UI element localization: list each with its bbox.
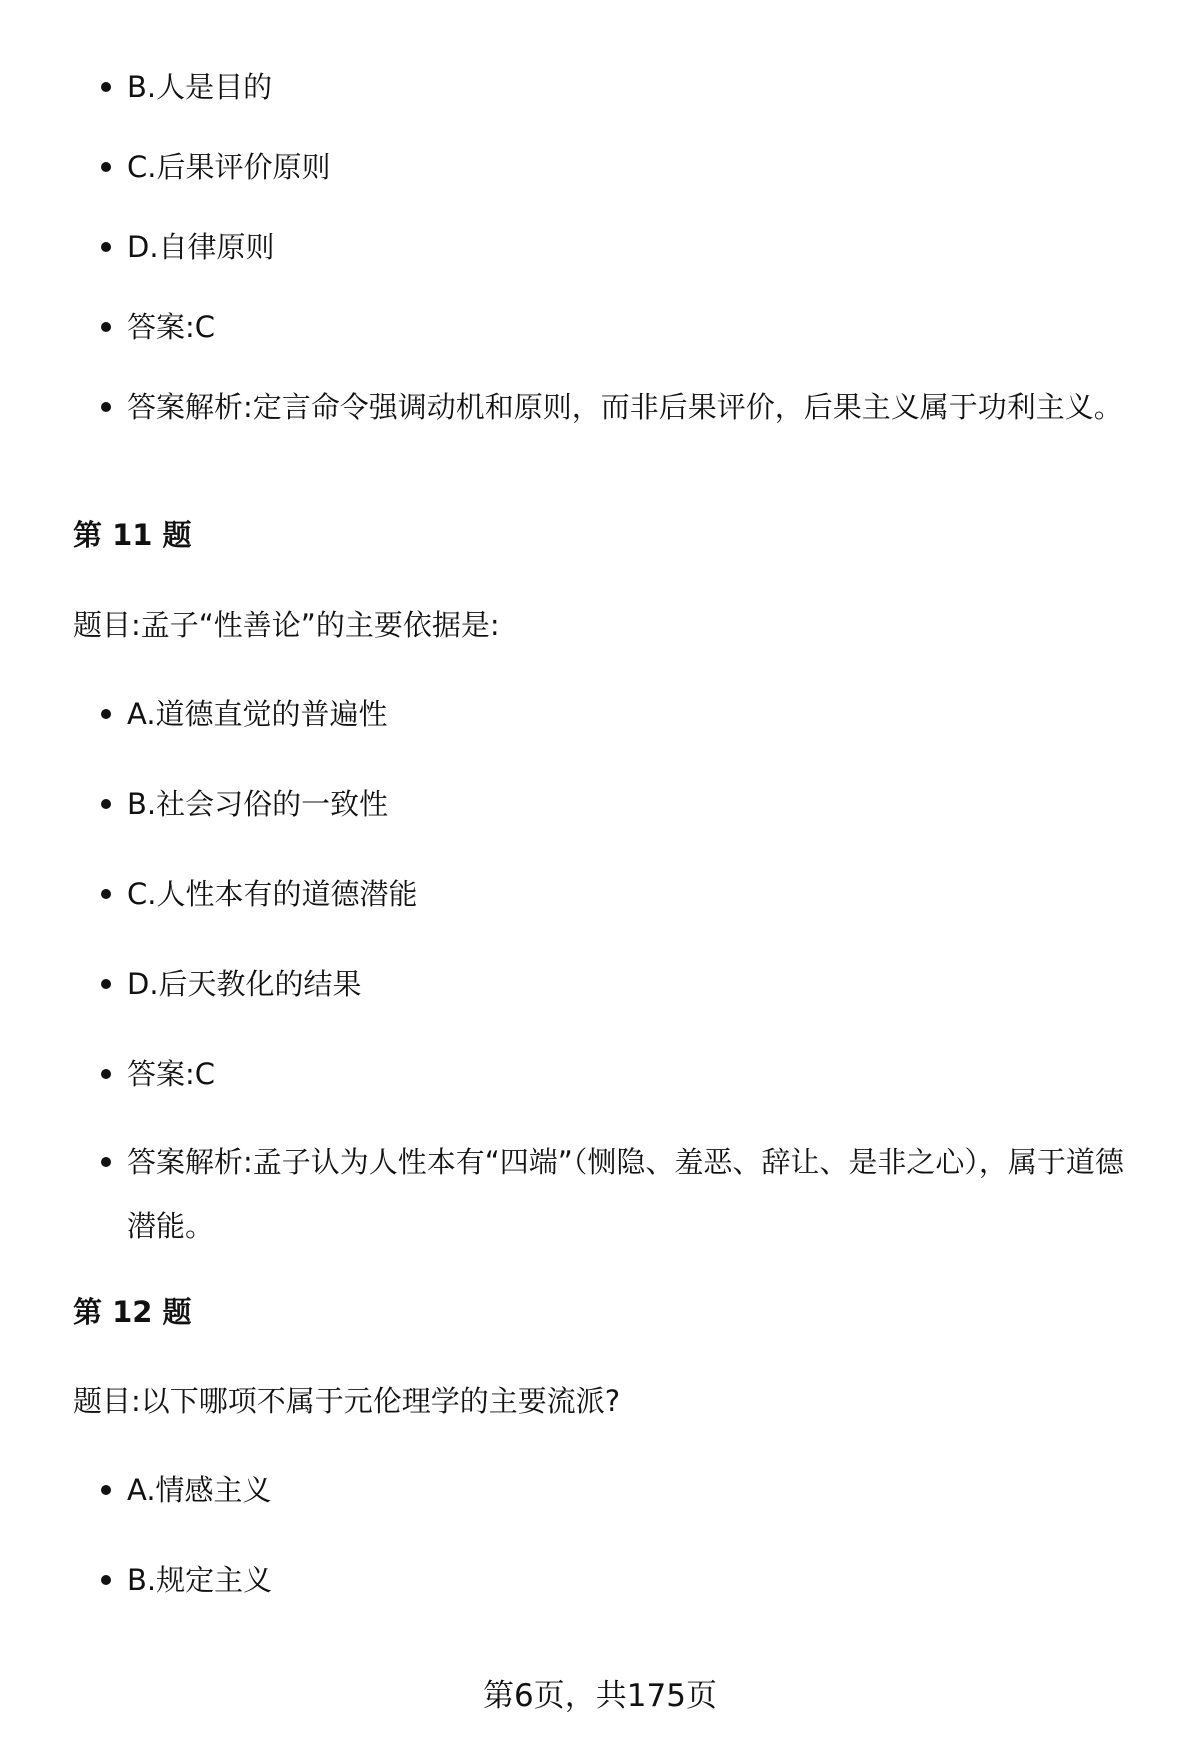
question-12-heading: 第 12 题 — [73, 1295, 192, 1329]
list-item: A.道德直觉的普遍性 — [127, 682, 388, 746]
page-number-footer: 第6页，共175页 — [483, 1678, 717, 1714]
answer-item: 答案:C — [127, 295, 215, 359]
list-item: D.自律原则 — [127, 215, 275, 279]
question-11-text: 题目:孟子“性善论”的主要依据是: — [73, 608, 500, 642]
answer-item: 答案:C — [127, 1042, 215, 1106]
answer-explanation-item: 答案解析:孟子认为人性本有“四端”（恻隐、羞恶、辞让、是非之心），属于道德潜能。 — [127, 1130, 1147, 1258]
list-item: B.规定主义 — [127, 1548, 272, 1612]
list-item: B.社会习俗的一致性 — [127, 772, 388, 836]
list-item: C.人性本有的道德潜能 — [127, 862, 417, 926]
list-item: D.后天教化的结果 — [127, 952, 362, 1016]
question-12-text: 题目:以下哪项不属于元伦理学的主要流派? — [73, 1384, 621, 1418]
list-item: A.情感主义 — [127, 1458, 272, 1522]
list-item: C.后果评价原则 — [127, 135, 330, 199]
answer-explanation-item: 答案解析:定言命令强调动机和原则，而非后果评价，后果主义属于功利主义。 — [127, 375, 1123, 439]
list-item: B.人是目的 — [127, 55, 272, 119]
question-11-heading: 第 11 题 — [73, 518, 192, 552]
